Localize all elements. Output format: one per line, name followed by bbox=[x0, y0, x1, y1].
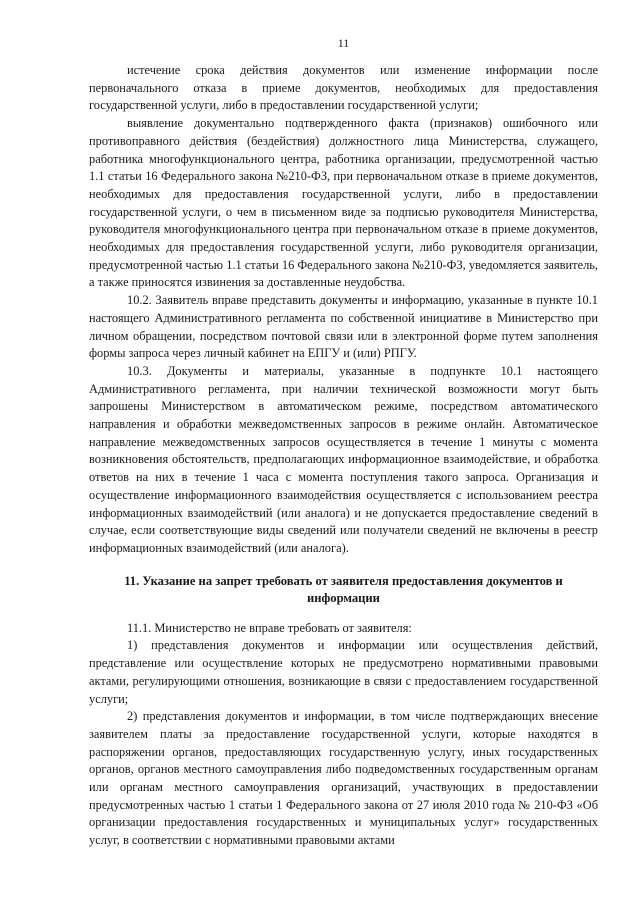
paragraph-10-2: 10.2. Заявитель вправе представить документы и информацию, указанные в пункте 10.1 настоящего Административного регламента по собственной инициативе в Министерство при личном обращении, посредством почтовой связи или в электронной форме путем заполнения формы запроса через личный кабинет на ЕПГУ и (или) РПГУ. bbox=[89, 293, 598, 361]
section-heading-11: 11. Указание на запрет требовать от заявителя предоставления документов и информации bbox=[124, 573, 563, 605]
list-item-2: 2) представления документов и информации, в том числе подтверждающих внесение заявителем платы за предоставление государственной услуги, которые находятся в распоряжении органов, предоставляющих государственную услугу, иных государственных органов, органов местного самоуправления либо подведомственных государственным органам или органам местного самоуправления организаций, участвующих в предоставлении предусмотренных частью 1 статьи 1 Федерального закона от 27 июля 2010 года № 210-ФЗ «Об организации предоставления государственных и муниципальных услуг» государственных услуг, в соответствии с нормативными правовыми актами bbox=[89, 709, 598, 848]
paragraph-error-detection: выявление документально подтвержденного факта (признаков) ошибочного или противоправного действия (бездействия) должностного лица Министерства, служащего, работника многофункционального центра, работника организации, предусмотренной частью 1.1 статьи 16 Федерального закона №210-ФЗ, при первоначальном отказе в приеме документов, необходимых для предоставления государственной услуги, либо в предоставлении государственной услуги, о чем в письменном виде за подписью руководителя Министерства, руководителя многофункционального центра при первоначальном отказе в приеме документов, необходимых для предоставления государственной услуги, либо руководителя организации, предусмотренной частью 1.1 статьи 16 Федерального закона №210-ФЗ, уведомляется заявитель, а также приносятся извинения за доставленные неудобства. bbox=[89, 116, 598, 290]
paragraph-10-3: 10.3. Документы и материалы, указанные в подпункте 10.1 настоящего Административного регламента, при наличии технической возможности могут быть запрошены Министерством в автоматическом режиме, посредством автоматического направления и обработки межведомственных запросов в режиме онлайн. Автоматическое направление межведомственных запросов осуществляется в течение 1 минуты с момента возникновения обстоятельств, предполагающих информационное взаимодействие, и обработка ответов на них в течение 1 часа с момента поступления такого запроса. Организация и осуществление информационного взаимодействия осуществляется с использованием реестра информационных взаимодействий (или аналога) и не допускается предоставление сведений в случае, если соответствующие виды сведений или получатели сведений не включены в реестр информационных взаимодействий (или аналога). bbox=[89, 363, 598, 555]
page-number: 11 bbox=[337, 36, 350, 50]
paragraph-expiry: истечение срока действия документов или изменение информации после первоначального отказа в приеме документов, необходимых для предоставления государственной услуги, либо в предоставлении государственной услуги; bbox=[89, 63, 598, 113]
paragraph-11-1: 11.1. Министерство не вправе требовать от заявителя: bbox=[127, 620, 412, 635]
list-item-1: 1) представления документов и информации или осуществления действий, представление или осуществление которых не предусмотрено нормативными правовыми актами, регулирующими отношения, возникающие в связи с предоставлением государственной услуги; bbox=[89, 638, 598, 706]
